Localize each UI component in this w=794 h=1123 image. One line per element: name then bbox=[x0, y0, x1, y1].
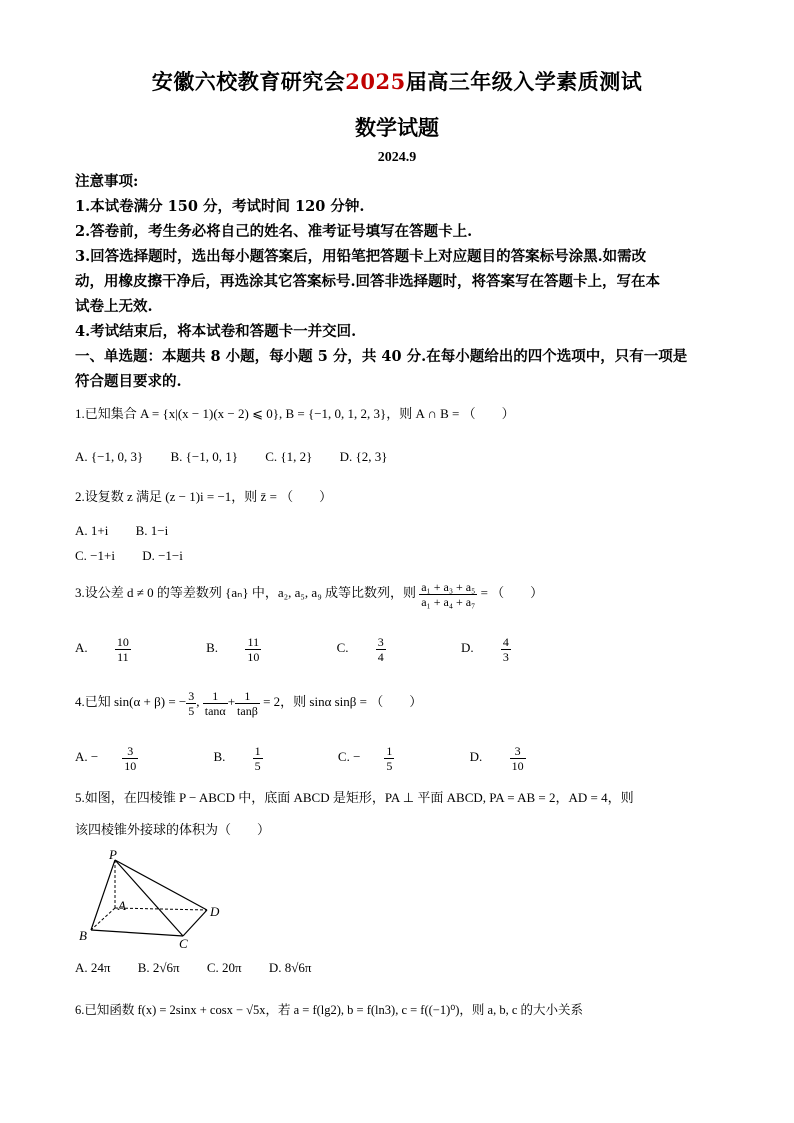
q3-option-a bbox=[75, 634, 179, 664]
edge-CD bbox=[183, 910, 207, 936]
q3-option-b bbox=[206, 634, 309, 664]
question-4-options bbox=[75, 741, 598, 773]
notes-heading: 注意事项: bbox=[75, 173, 139, 190]
q4-option-a-label: A. − bbox=[75, 749, 99, 764]
question-2-options-row-1 bbox=[75, 521, 192, 541]
q2-option-d: D. −1−i bbox=[142, 548, 183, 563]
q3-stem: 3.设公差 d ≠ 0 的等差数列 {aₙ} 中，a₂, a₅, a₉ 成等比数列，则 bbox=[75, 585, 416, 600]
q4-option-a-fraction bbox=[122, 744, 162, 773]
q3-fraction bbox=[419, 580, 477, 609]
exam-subject: 数学试题 bbox=[355, 115, 439, 140]
q4-option-d-label: D. bbox=[469, 749, 483, 764]
vertex-label-A: A bbox=[118, 898, 126, 913]
question-3 bbox=[75, 577, 543, 609]
q4-option-c bbox=[337, 743, 443, 773]
vertex-label-P: P bbox=[109, 848, 117, 862]
q5-option-b: B. 2√6π bbox=[137, 960, 180, 975]
question-5-line-2: 该四棱锥外接球的体积为（ ） bbox=[75, 822, 271, 837]
note-3-line-1: 3.回答选择题时，选出每小题答案后，用铅笔把答题卡上对应题目的答案标号涂黑.如需改 bbox=[75, 248, 647, 265]
q3-option-c-fraction bbox=[376, 635, 410, 664]
question-6: 6.已知函数 f(x) = 2sinx + cosx − √5x，若 a = f(lg2), b = f(ln3), c = f((−1)⁰)，则 a, b, c 的大小关系 bbox=[75, 1003, 584, 1017]
q4-option-d-fraction bbox=[510, 744, 550, 773]
q3-option-c-label: C. bbox=[336, 640, 349, 655]
q4-option-c-label: C. − bbox=[337, 749, 361, 764]
q3-option-a-fraction bbox=[115, 635, 155, 664]
q4-option-b-fraction bbox=[253, 744, 287, 773]
q2-option-b: B. 1−i bbox=[135, 523, 169, 538]
q3-option-b-num: 11 bbox=[245, 635, 261, 650]
q4-plus: + bbox=[227, 694, 236, 709]
q4-option-c-fraction bbox=[384, 744, 418, 773]
edge-AD bbox=[115, 908, 207, 910]
question-4: 4.已知 sin(α + β) = − $\frac{3}{5}$ , $\frac{1}{\tan\alpha}$ + $\frac{1}{\tan\beta}$ = 2，则 sinα sinβ = （ ） bbox=[75, 688, 423, 718]
exam-date: 2024.9 bbox=[377, 150, 417, 165]
q4-option-d-num: 3 bbox=[510, 744, 526, 759]
q4-option-d-den: 10 bbox=[511, 758, 524, 773]
q3-option-b-den: 10 bbox=[247, 649, 260, 664]
title-year: 2025 bbox=[345, 69, 406, 94]
q2-option-c: C. −1+i bbox=[75, 548, 115, 563]
edge-BC bbox=[91, 930, 183, 936]
q4-option-a bbox=[75, 743, 186, 773]
q4-fraction-2 bbox=[203, 689, 228, 718]
pyramid-figure bbox=[75, 848, 235, 948]
question-3-options bbox=[75, 632, 583, 664]
q3-fraction-denominator: a₁ + a₄ + a₇ bbox=[421, 594, 476, 609]
q3-option-d-den: 3 bbox=[502, 649, 509, 664]
note-1: 1.本试卷满分 150 分，考试时间 120 分钟. bbox=[75, 198, 365, 215]
question-1: 1.已知集合 A = {x|(x − 1)(x − 2) ⩽ 0}, B = {−1, 0, 1, 2, 3}，则 A ∩ B = （ ） bbox=[75, 406, 515, 421]
q4-option-c-num: 1 bbox=[386, 743, 393, 758]
q3-option-a-label: A. bbox=[75, 640, 88, 655]
vertex-label-D: D bbox=[210, 904, 220, 919]
exam-title bbox=[0, 66, 794, 96]
question-2: 2.设复数 z 满足 (z − 1)i = −1，则 z̄ = （ ） bbox=[75, 489, 333, 504]
q3-fraction-numerator: a₁ + a₃ + a₅ bbox=[421, 579, 476, 594]
section-1-instructions-line-1: 一、单选题：本题共 8 小题，每小题 5 分，共 40 分.在每小题给出的四个选项中，只有一项是 bbox=[75, 348, 688, 365]
q4-option-b-num: 1 bbox=[254, 743, 261, 758]
q1-option-c: C. {1, 2} bbox=[265, 449, 313, 464]
note-4: 4.考试结束后，将本试卷和答题卡一并交回. bbox=[75, 323, 357, 340]
q4-stem: 4.已知 sin(α + β) = − bbox=[75, 694, 187, 709]
q1-option-a: A. {−1, 0, 3} bbox=[75, 449, 144, 464]
q4-option-d bbox=[469, 743, 574, 773]
q4-option-b-label: B. bbox=[213, 749, 226, 764]
q3-option-c-num: 3 bbox=[377, 634, 384, 649]
q4-option-b bbox=[213, 743, 310, 773]
q3-option-d-num: 4 bbox=[502, 634, 509, 649]
question-5-line-1: 5.如图，在四棱锥 P − ABCD 中，底面 ABCD 是矩形，PA ⊥ 平面 ABCD, PA = AB = 2，AD = 4，则 bbox=[75, 790, 634, 805]
title-org: 安徽六校教育研究会 bbox=[151, 69, 346, 94]
q2-option-a: A. 1+i bbox=[75, 523, 109, 538]
q3-option-c bbox=[336, 634, 434, 664]
pyramid-diagram bbox=[75, 848, 235, 948]
q4-f3-den: tanβ bbox=[237, 703, 258, 718]
q4-option-a-num: 3 bbox=[122, 744, 138, 759]
q5-option-c: C. 20π bbox=[206, 960, 242, 975]
q4-fraction-3 bbox=[235, 689, 260, 718]
q1-option-b: B. {−1, 0, 1} bbox=[170, 449, 238, 464]
q3-option-d-label: D. bbox=[460, 640, 474, 655]
vertex-label-B: B bbox=[79, 928, 87, 943]
q3-option-a-den: 11 bbox=[117, 649, 129, 664]
q4-f1-num: 3 bbox=[188, 688, 195, 703]
question-5-options bbox=[75, 958, 335, 978]
q4-fraction-1 bbox=[186, 689, 196, 718]
q4-f2-num: 1 bbox=[203, 689, 228, 704]
q3-answer-blank: = （ ） bbox=[480, 585, 544, 600]
q4-f3-num: 1 bbox=[235, 689, 260, 704]
question-1-options bbox=[75, 447, 411, 467]
q3-option-a-num: 10 bbox=[116, 634, 129, 649]
q4-option-c-den: 5 bbox=[386, 758, 393, 773]
q3-option-d-fraction bbox=[501, 635, 535, 664]
q4-f1-den: 5 bbox=[188, 703, 195, 718]
q3-option-b-label: B. bbox=[206, 640, 219, 655]
q4-option-a-den: 10 bbox=[124, 758, 137, 773]
q1-option-d: D. {2, 3} bbox=[339, 449, 388, 464]
title-grade: 届高三年级入学素质测试 bbox=[405, 69, 643, 94]
q4-answer-blank: = 2，则 sinα sinβ = （ ） bbox=[263, 694, 423, 709]
q5-option-d: D. 8√6π bbox=[268, 960, 312, 975]
q4-f2-den: tanα bbox=[204, 703, 226, 718]
q3-option-b-fraction bbox=[245, 635, 285, 664]
vertex-label-C: C bbox=[179, 936, 188, 948]
note-3-line-2: 动，用橡皮擦干净后，再选涂其它答案标号.回答非选择题时，将答案写在答题卡上，写在本 bbox=[75, 273, 661, 290]
q3-option-d bbox=[460, 634, 559, 664]
q4-option-b-den: 5 bbox=[254, 758, 261, 773]
note-3-line-3: 试卷上无效. bbox=[75, 298, 153, 315]
section-1-instructions-line-2: 符合题目要求的. bbox=[75, 373, 182, 390]
question-2-options-row-2 bbox=[75, 546, 207, 566]
edge-PD bbox=[115, 860, 207, 910]
q5-option-a: A. 24π bbox=[75, 960, 111, 975]
note-2: 2.答卷前，考生务必将自己的姓名、准考证号填写在答题卡上. bbox=[75, 223, 473, 240]
q3-option-c-den: 4 bbox=[377, 649, 384, 664]
